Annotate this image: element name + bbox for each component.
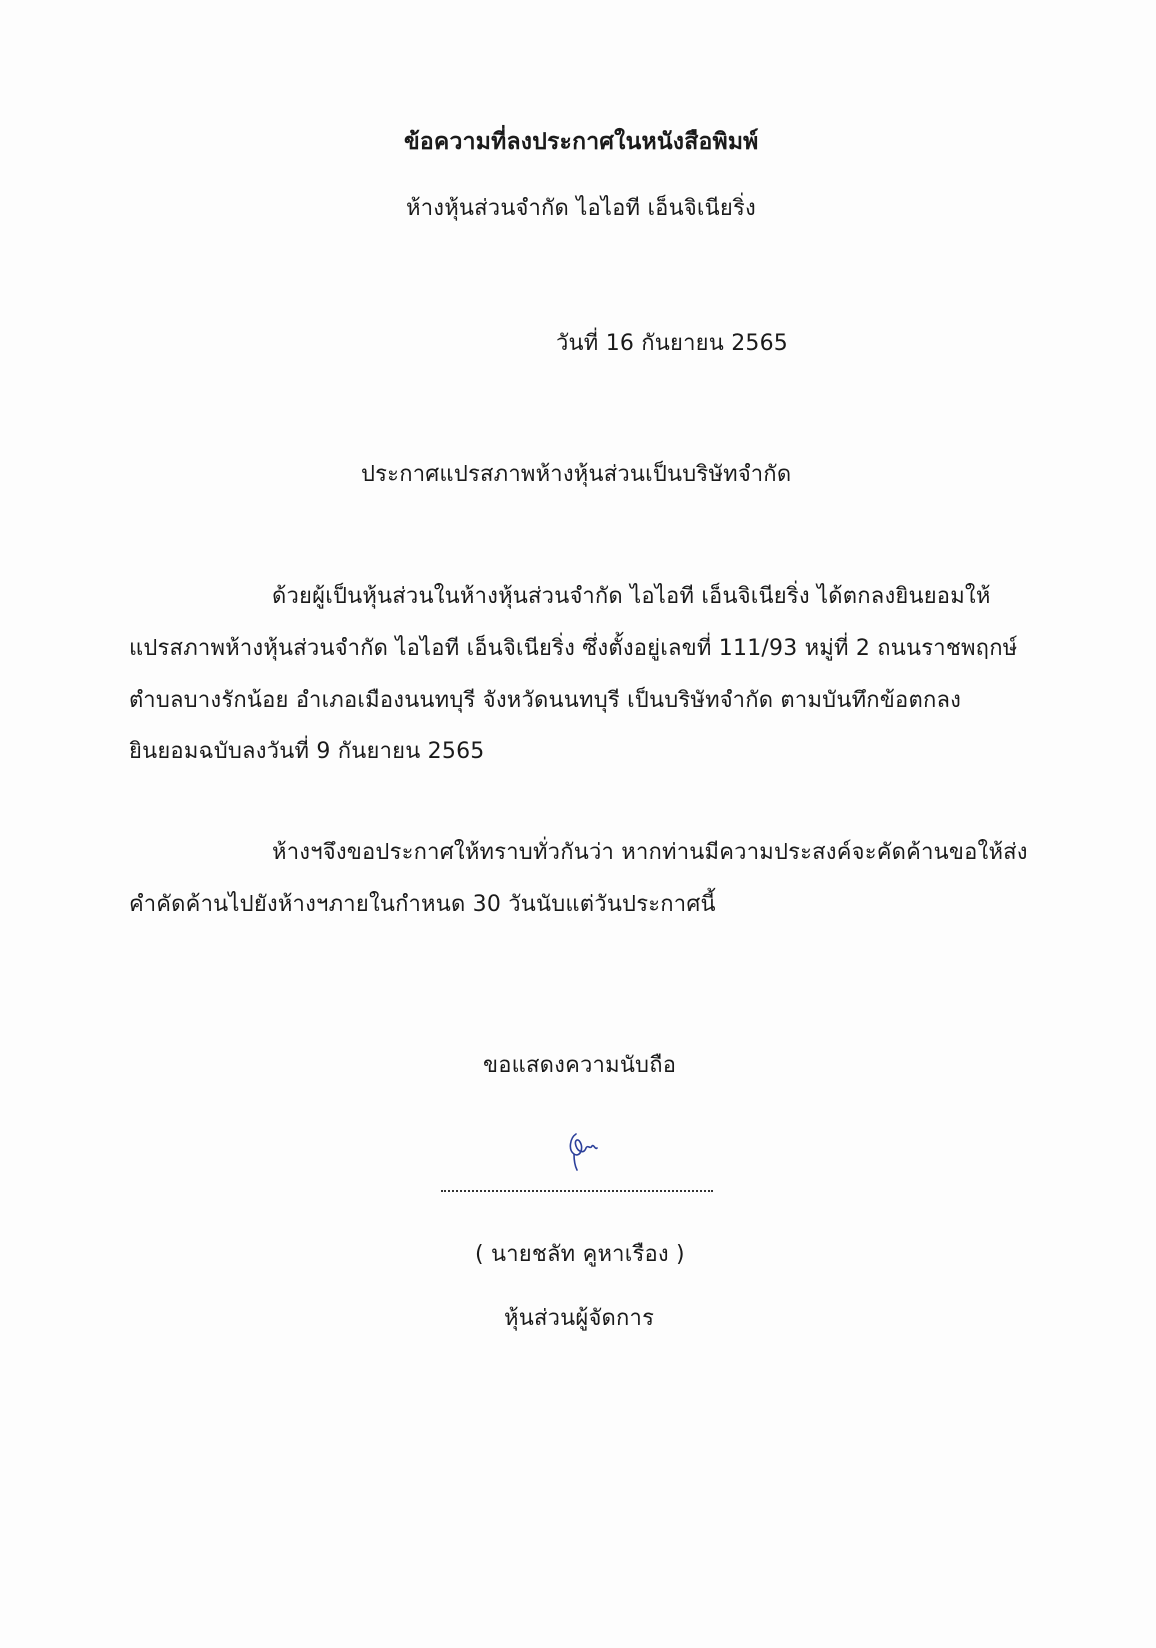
paragraph1-line3: ตำบลบางรักน้อย อำเภอเมืองนนทบุรี จังหวัดนนทบุรี เป็นบริษัทจำกัด ตามบันทึกข้อตกลง [129, 688, 962, 713]
announcement-subject: ประกาศแปรสภาพห้างหุ้นส่วนเป็นบริษัทจำกัด [361, 462, 792, 487]
signatory-name: ( นายชลัท คูหาเรือง ) [475, 1242, 685, 1267]
signature-line [441, 1186, 713, 1192]
document-date: วันที่ 16 กันยายน 2565 [556, 331, 788, 356]
paragraph1-line2: แปรสภาพห้างหุ้นส่วนจำกัด ไอไอที เอ็นจิเนียริ่ง ซึ่งตั้งอยู่เลขที่ 111/93 หมู่ที่ 2 ถนนราชพฤกษ์ [129, 636, 1018, 661]
signatory-position: หุ้นส่วนผู้จัดการ [504, 1306, 655, 1331]
signature-mark [562, 1128, 602, 1174]
paragraph2-line2: คำคัดค้านไปยังห้างฯภายในกำหนด 30 วันนับแต่วันประกาศนี้ [129, 892, 716, 917]
paragraph1-line4: ยินยอมฉบับลงวันที่ 9 กันยายน 2565 [129, 739, 485, 764]
company-name: ห้างหุ้นส่วนจำกัด ไอไอที เอ็นจิเนียริ่ง [406, 196, 756, 221]
paragraph1-line1: ด้วยผู้เป็นหุ้นส่วนในห้างหุ้นส่วนจำกัด ไอไอที เอ็นจิเนียริ่ง ได้ตกลงยินยอมให้ [272, 584, 991, 609]
paragraph2-line1: ห้างฯจึงขอประกาศให้ทราบทั่วกันว่า หากท่านมีความประสงค์จะคัดค้านขอให้ส่ง [272, 840, 1028, 865]
document-title: ข้อความที่ลงประกาศในหนังสือพิมพ์ [404, 129, 759, 155]
closing-salutation: ขอแสดงความนับถือ [483, 1053, 677, 1078]
